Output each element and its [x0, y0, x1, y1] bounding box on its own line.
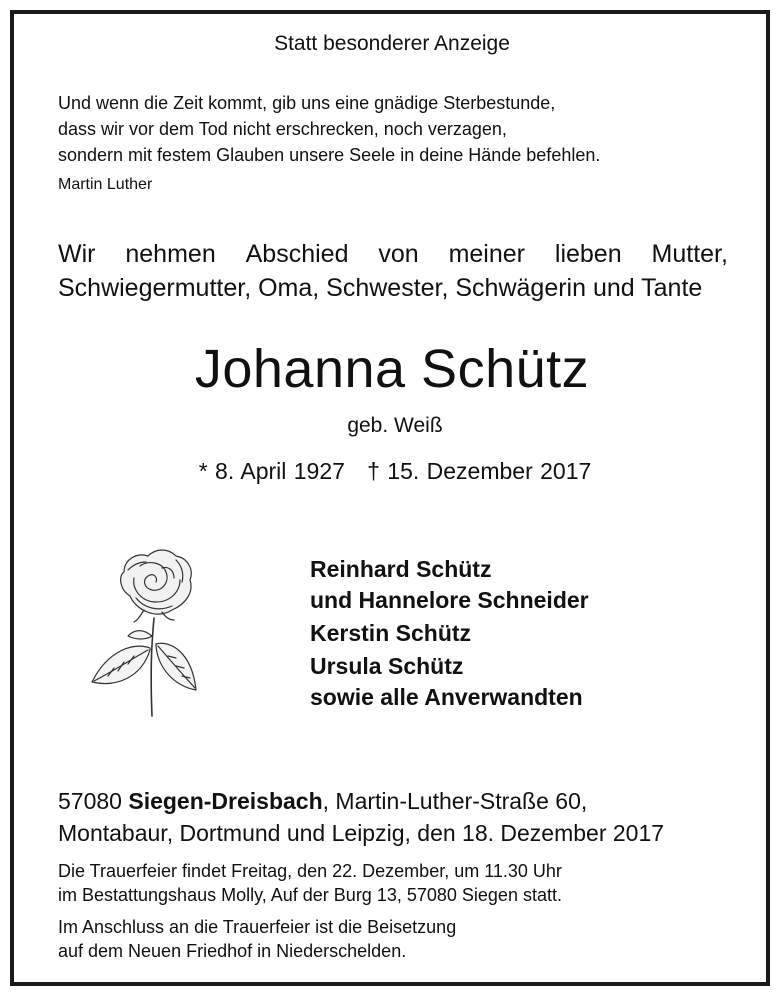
mourner: sowie alle Anverwandten	[310, 684, 583, 710]
address-line-1	[58, 785, 664, 817]
deceased-name: Johanna Schütz	[194, 339, 590, 399]
farewell-word: lieben	[554, 240, 622, 268]
bible-verse	[58, 90, 600, 168]
farewell-line-1	[58, 237, 728, 271]
town: Siegen-Dreisbach	[128, 788, 323, 814]
verse-author: Martin Luther	[58, 176, 153, 193]
farewell-word: Mutter,	[651, 240, 728, 268]
burial-notes	[58, 915, 456, 963]
rose-icon	[78, 540, 228, 720]
mourners-list	[310, 554, 589, 713]
mourner: Ursula Schütz	[310, 653, 464, 679]
farewell-text	[58, 237, 728, 305]
birth-date: * 8. April 1927	[198, 458, 345, 484]
street: , Martin-Luther-Straße 60,	[322, 788, 588, 814]
verse-line: sondern mit festem Glauben unsere Seele in deine Hände befehlen.	[58, 145, 601, 165]
farewell-word: von	[378, 240, 419, 268]
death-date: † 15. Dezember 2017	[367, 458, 592, 484]
life-dates	[0, 458, 784, 485]
verse-line: Und wenn die Zeit kommt, gib uns eine gnädige Sterbestunde,	[58, 93, 556, 113]
mourner: Reinhard Schütz	[310, 556, 492, 582]
farewell-word: meiner	[448, 240, 525, 268]
farewell-word: Abschied	[245, 240, 349, 268]
notice-header: Statt besonderer Anzeige	[274, 32, 510, 55]
postcode: 57080	[58, 788, 122, 814]
farewell-line-2: Schwiegermutter, Oma, Schwester, Schwägerin und Tante	[58, 274, 703, 302]
mourner: Kerstin Schütz	[310, 620, 472, 646]
place-and-date	[58, 785, 664, 849]
funeral-notes	[58, 859, 562, 907]
maiden-name: geb. Weiß	[347, 414, 443, 437]
mourner: und Hannelore Schneider	[310, 587, 589, 613]
funeral-note-line: Die Trauerfeier findet Freitag, den 22. Dezember, um 11.30 Uhr	[58, 861, 562, 881]
burial-note-line: auf dem Neuen Friedhof in Niederschelden.	[58, 941, 407, 961]
verse-line: dass wir vor dem Tod nicht erschrecken, noch verzagen,	[58, 119, 507, 139]
address-line-2: Montabaur, Dortmund und Leipzig, den 18. Dezember 2017	[58, 820, 665, 846]
farewell-word: Wir	[58, 240, 96, 268]
farewell-word: nehmen	[125, 240, 216, 268]
funeral-note-line: im Bestattungshaus Molly, Auf der Burg 13, 57080 Siegen statt.	[58, 885, 562, 905]
burial-note-line: Im Anschluss an die Trauerfeier ist die Beisetzung	[58, 917, 457, 937]
